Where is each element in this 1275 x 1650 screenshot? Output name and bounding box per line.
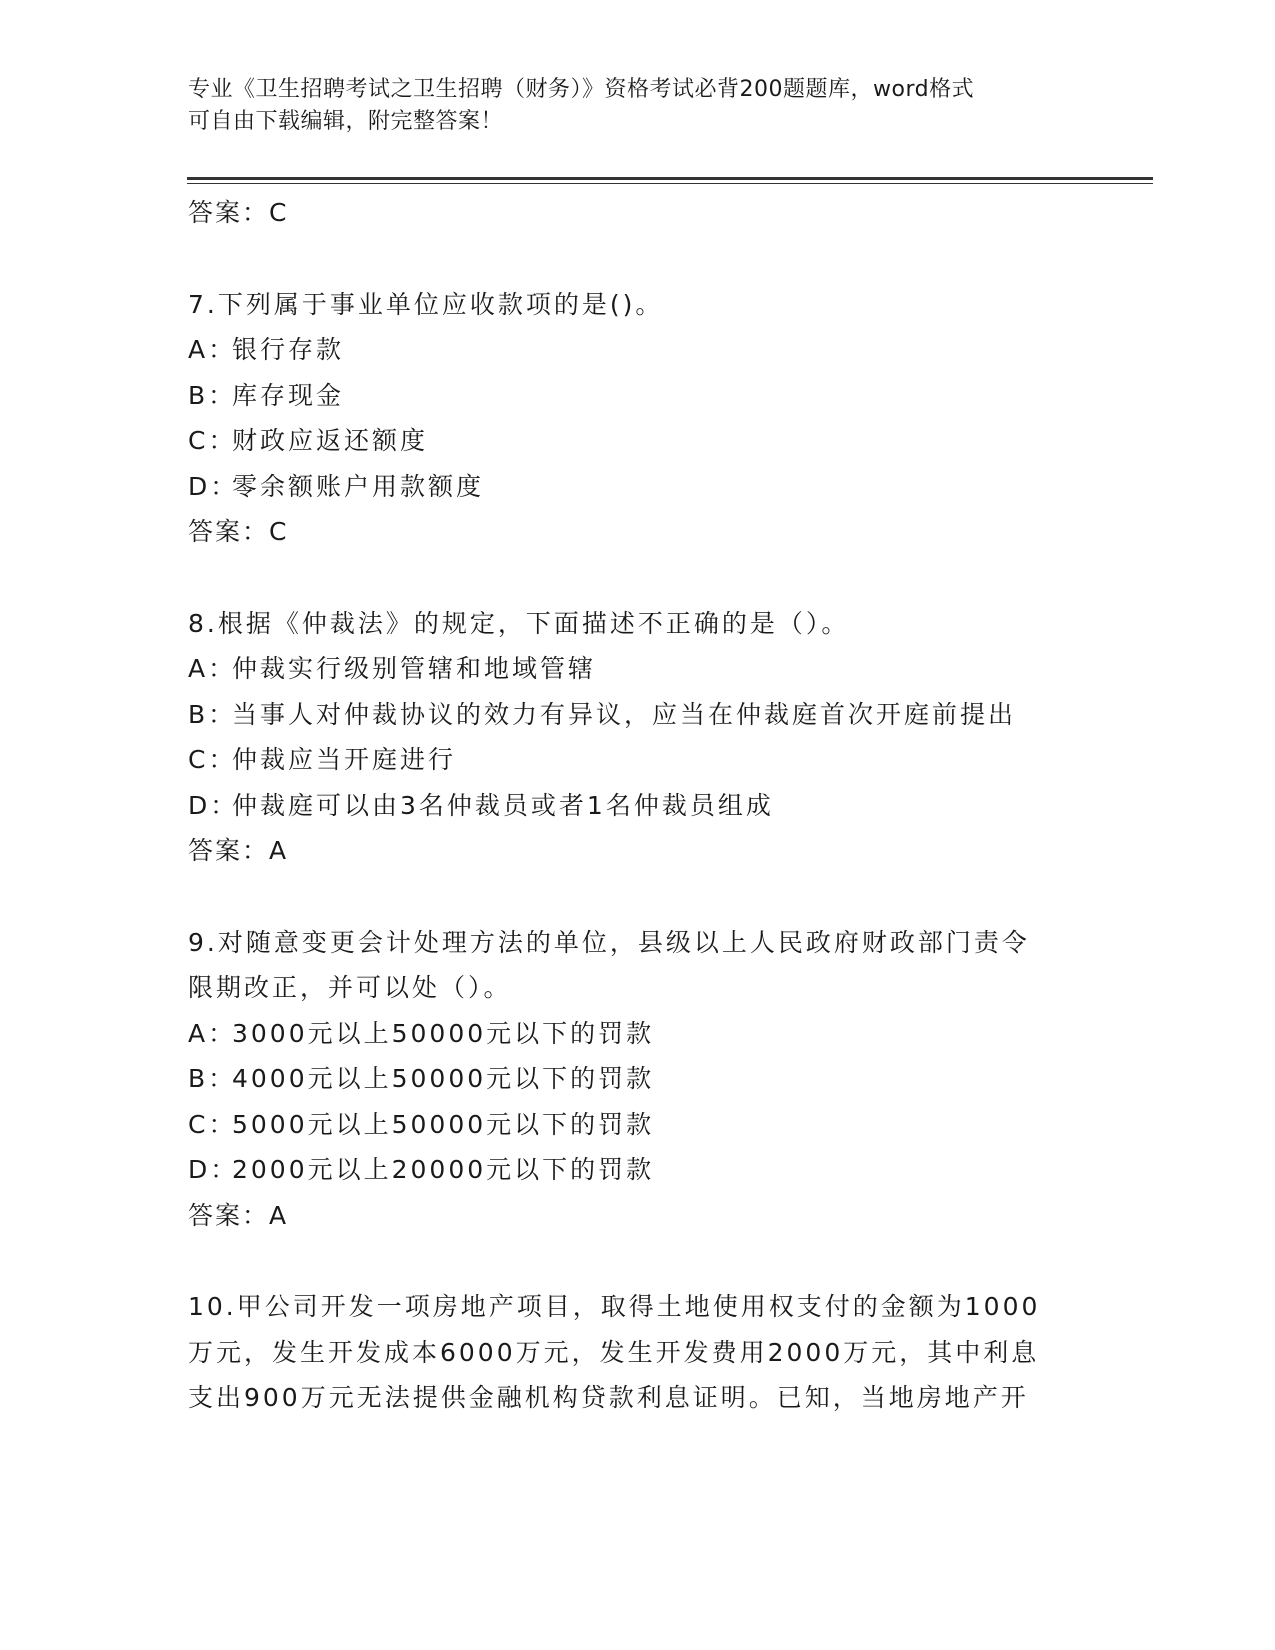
option-text: 2000元以上20000元以下的罚款: [232, 1155, 655, 1184]
question-list: [188, 190, 1068, 1421]
option-c: [188, 737, 1068, 783]
header-line-2: 可自由下载编辑，附完整答案！: [188, 109, 504, 134]
option-text: 银行存款: [232, 335, 345, 364]
answer: 答案：A: [188, 1200, 289, 1230]
option-key: D：: [188, 1155, 239, 1184]
option-key: C：: [188, 426, 237, 455]
question-10: [188, 1284, 1068, 1421]
option-d: [188, 1147, 1068, 1193]
question-title-line-3: 支出900万元无法提供金融机构贷款利息证明。已知，当地房地产开: [188, 1383, 1029, 1412]
question-title: 8.根据《仲裁法》的规定，下面描述不正确的是（）。: [188, 608, 850, 638]
option-key: A：: [188, 654, 237, 683]
option-key: C：: [188, 745, 237, 774]
header-rule-thick: [187, 177, 1153, 180]
option-text: 仲裁实行级别管辖和地域管辖: [232, 654, 597, 683]
option-key: D：: [188, 790, 239, 820]
header-line-1: 专业《卫生招聘考试之卫生招聘（财务）》资格考试必背200题题库，word格式: [188, 77, 975, 102]
option-a: [188, 1011, 1068, 1057]
previous-answer: 答案：C: [188, 198, 289, 227]
option-d: [188, 464, 1068, 510]
option-text: 仲裁庭可以由3名仲裁员或者1名仲裁员组成: [232, 790, 774, 820]
option-text: 仲裁应当开庭进行: [232, 745, 457, 774]
option-text: 当事人对仲裁协议的效力有异议，应当在仲裁庭首次开庭前提出: [232, 699, 1017, 729]
option-d: [188, 783, 1068, 829]
option-key: A：: [188, 335, 237, 364]
option-key: C：: [188, 1109, 237, 1139]
question-title-line-2: 限期改正，并可以处（）。: [188, 973, 512, 1002]
spacer: [188, 555, 1068, 601]
question-7: [188, 282, 1068, 555]
option-text: 3000元以上50000元以下的罚款: [232, 1018, 655, 1048]
option-key: B：: [188, 1064, 237, 1093]
question-title: 7.下列属于事业单位应收款项的是()。: [188, 289, 664, 319]
option-text: 库存现金: [232, 380, 345, 410]
answer: 答案：C: [188, 517, 289, 546]
option-text: 财政应返还额度: [232, 426, 429, 455]
spacer: [188, 1238, 1068, 1284]
option-text: 零余额账户用款额度: [232, 471, 485, 501]
option-b: [188, 692, 1068, 738]
spacer: [188, 236, 1068, 282]
option-text: 4000元以上50000元以下的罚款: [232, 1064, 655, 1093]
spacer: [188, 874, 1068, 920]
option-c: [188, 1102, 1068, 1148]
question-9: [188, 920, 1068, 1239]
option-key: B：: [188, 699, 237, 729]
option-b: [188, 1056, 1068, 1102]
option-b: [188, 373, 1068, 419]
option-c: [188, 418, 1068, 464]
question-8: [188, 601, 1068, 874]
question-title-line-1: 10.甲公司开发一项房地产项目，取得土地使用权支付的金额为1000: [188, 1292, 1041, 1321]
option-text: 5000元以上50000元以下的罚款: [232, 1109, 655, 1139]
option-a: [188, 646, 1068, 692]
option-key: B：: [188, 380, 237, 410]
question-title-line-2: 万元，发生开发成本6000万元，发生开发费用2000万元，其中利息: [188, 1337, 1040, 1367]
option-key: D：: [188, 471, 239, 501]
question-title-line-1: 9.对随意变更会计处理方法的单位，县级以上人民政府财政部门责令: [188, 927, 1030, 957]
document-header: [188, 74, 1068, 138]
option-key: A：: [188, 1018, 237, 1048]
header-rule-thin: [187, 183, 1153, 184]
answer: 答案：A: [188, 836, 289, 865]
option-a: [188, 327, 1068, 373]
